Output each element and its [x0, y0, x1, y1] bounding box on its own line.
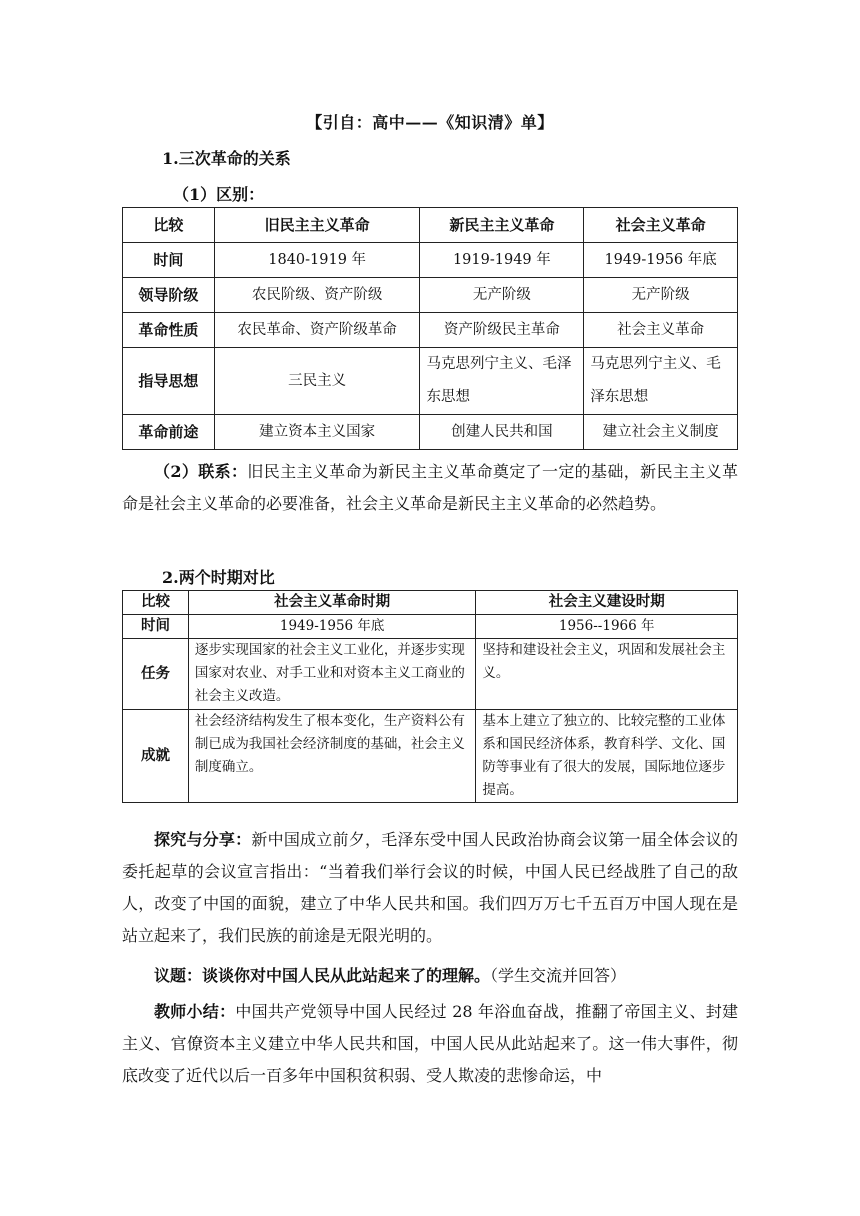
topic-label: 议题：谈谈你对中国人民从此站起来了的理解。: [154, 966, 491, 985]
row-label: 领导阶级: [123, 278, 215, 313]
summary-label: 教师小结：: [154, 1002, 236, 1021]
row-label: 指导思想: [123, 348, 215, 415]
table-cell: 马克思列宁主义、毛泽东思想: [420, 348, 584, 415]
header-cell: 社会主义革命: [584, 208, 738, 243]
table-cell: 建立资本主义国家: [214, 415, 420, 450]
table-row: [123, 313, 738, 348]
row-label: 革命前途: [123, 415, 215, 450]
summary-text: 中国共产党领导中国人民经过 28 年浴血奋战，推翻了帝国主义、封建主义、官僚资本主义建立中华人民共和国，中国人民从此站起来了。这一伟大事件，彻底改变了近代以后一百多年中国积贫积弱、受人欺凌的悲惨命运，中: [122, 1002, 738, 1085]
table-row: [123, 415, 738, 450]
table-cell: 社会经济结构发生了根本变化，生产资料公有制已成为我国社会经济制度的基础，社会主义制度确立。: [188, 710, 476, 803]
table-row: [123, 710, 738, 803]
table-cell: 创建人民共和国: [420, 415, 584, 450]
relation-paragraph: [122, 456, 738, 520]
explore-text: 新中国成立前夕，毛泽东受中国人民政治协商会议第一届全体会议的委托起草的会议宣言指出：“当着我们举行会议的时候，中国人民已经战胜了自己的敌人，改变了中国的面貌，建立了中华人民共和国。我们四万万七千五百万中国人现在是站立起来了，我们民族的前途是无限光明的。: [122, 830, 738, 945]
table-row: [123, 639, 738, 710]
table-cell: 无产阶级: [584, 278, 738, 313]
summary-paragraph: [122, 996, 738, 1092]
topic-note: （学生交流并回答）: [490, 966, 627, 985]
explore-label: 探究与分享：: [154, 830, 252, 849]
table-cell: 1949-1956 年底: [188, 615, 476, 639]
table-cell: 无产阶级: [420, 278, 584, 313]
table-row: [123, 348, 738, 415]
header-cell: 社会主义建设时期: [476, 591, 738, 615]
revolution-comparison-table: [122, 207, 738, 450]
period-comparison-table: [122, 590, 738, 803]
table-cell: 坚持和建设社会主义，巩固和发展社会主义。: [476, 639, 738, 710]
table-cell: 1956--1966 年: [476, 615, 738, 639]
table-cell: 马克思列宁主义、毛泽东思想: [584, 348, 738, 415]
header-cell: 新民主主义革命: [420, 208, 584, 243]
table-header-row: [123, 591, 738, 615]
table-cell: 建立社会主义制度: [584, 415, 738, 450]
relation-label: （2）联系：: [154, 462, 248, 481]
table-cell: 资产阶级民主革命: [420, 313, 584, 348]
section1-subtitle: （1）区别：: [173, 185, 265, 204]
section1-title: 1.三次革命的关系: [162, 149, 291, 168]
table-cell: 1949-1956 年底: [584, 243, 738, 278]
row-label: 时间: [123, 615, 189, 639]
table-row: [123, 615, 738, 639]
header-cell: 比较: [123, 591, 189, 615]
table-cell: 农民阶级、资产阶级: [214, 278, 420, 313]
header-cell: 旧民主主义革命: [214, 208, 420, 243]
row-label: 成就: [123, 710, 189, 803]
relation-text: 旧民主主义革命为新民主主义革命奠定了一定的基础，新民主主义革命是社会主义革命的必要准备，社会主义革命是新民主主义革命的必然趋势。: [122, 462, 738, 513]
row-label: 任务: [123, 639, 189, 710]
row-label: 革命性质: [123, 313, 215, 348]
table-header-row: [123, 208, 738, 243]
header-cell: 比较: [123, 208, 215, 243]
topic-paragraph: [122, 960, 738, 992]
section2-title: 2.两个时期对比: [162, 568, 275, 587]
explore-paragraph: [122, 824, 738, 952]
table-row: [123, 243, 738, 278]
table-row: [123, 278, 738, 313]
table-cell: 1840-1919 年: [214, 243, 420, 278]
table-cell: 1919-1949 年: [420, 243, 584, 278]
header-cell: 社会主义革命时期: [188, 591, 476, 615]
table-cell: 三民主义: [214, 348, 420, 415]
row-label: 时间: [123, 243, 215, 278]
table-cell: 社会主义革命: [584, 313, 738, 348]
table-cell: 农民革命、资产阶级革命: [214, 313, 420, 348]
citation-line: 【引自：高中——《知识清》单】: [306, 113, 554, 132]
table-cell: 基本上建立了独立的、比较完整的工业体系和国民经济体系，教育科学、文化、国防等事业有了很大的发展，国际地位逐步提高。: [476, 710, 738, 803]
table-cell: 逐步实现国家的社会主义工业化，并逐步实现国家对农业、对手工业和对资本主义工商业的社会主义改造。: [188, 639, 476, 710]
